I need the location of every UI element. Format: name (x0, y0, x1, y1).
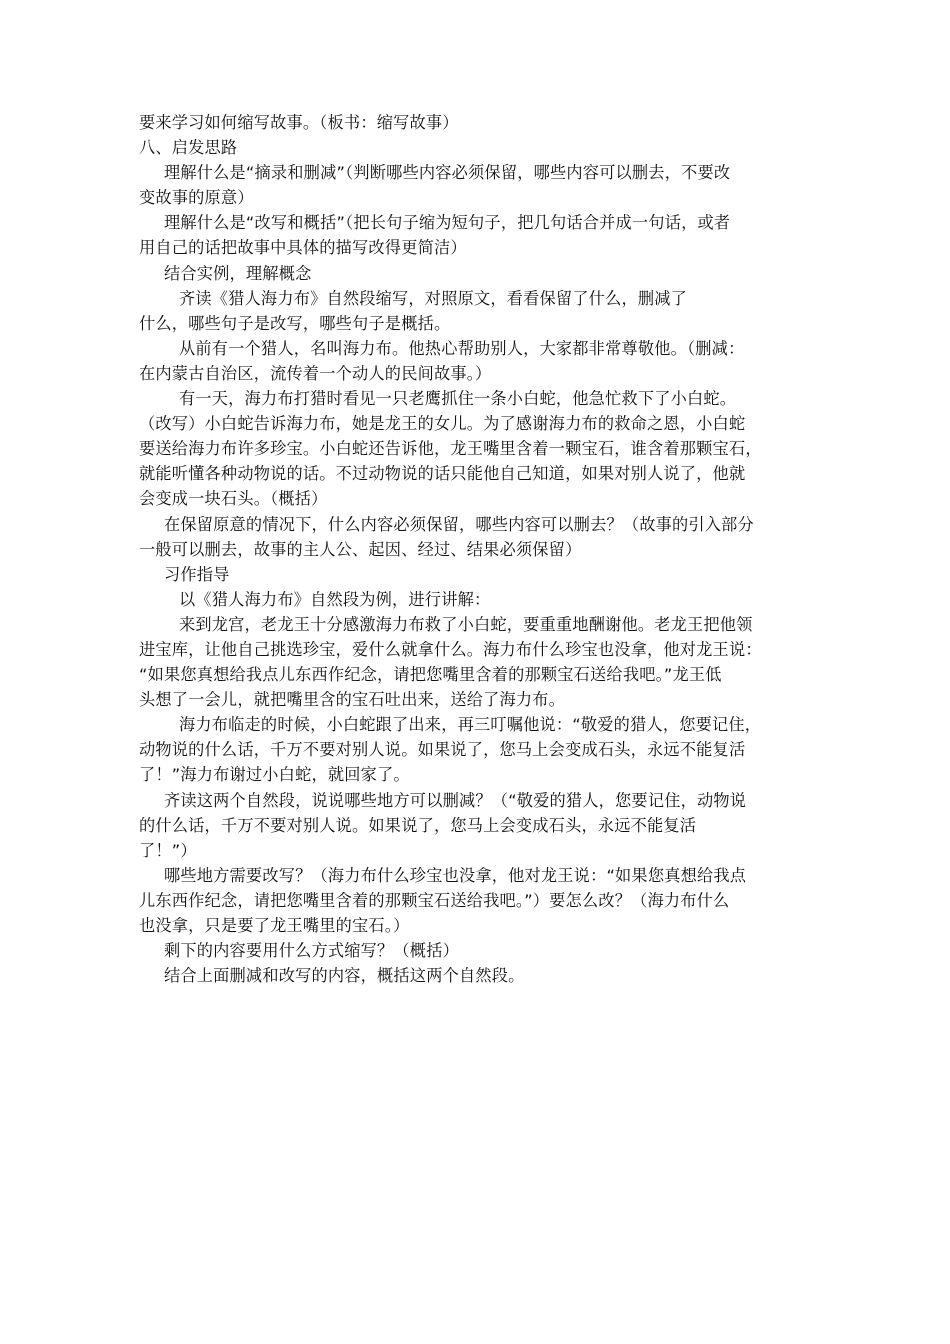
text-line: 来到龙宫，老龙王十分感激海力布救了小白蛇，要重重地酬谢他。老龙王把他领 (179, 614, 753, 634)
text-line: 理解什么是“改写和概括”（把长句子缩为短句子，把几句话合并成一句话，或者 (164, 213, 731, 233)
text-line: 在内蒙古自治区，流传着一个动人的民间故事。） (139, 363, 492, 383)
text-line: 什么，哪些句子是改写，哪些句子是概括。 (139, 313, 451, 333)
text-line: 有一天，海力布打猎时看见一只老鹰抓住一条小白蛇，他急忙救下了小白蛇。 (179, 389, 737, 409)
text-line: 就能听懂各种动物说的话。不过动物说的话只能他自己知道，如果对别人说了，他就 (139, 464, 746, 484)
text-line: 在保留原意的情况下，什么内容必须保留，哪些内容可以删去？（故事的引入部分 (164, 514, 754, 534)
text-line: 一般可以删去，故事的主人公、起因、经过、结果必须保留） (139, 539, 582, 559)
text-line: 儿东西作纪念，请把您嘴里含着的那颗宝石送给我吧。”）要怎么改？（海力布什么 (139, 890, 730, 910)
text-line: 要送给海力布许多珍宝。小白蛇还告诉他，龙王嘴里含着一颗宝石，谁含着那颗宝石， (139, 439, 762, 459)
text-line: 的什么话，千万不要对别人说。如果说了，您马上会变成石头，永远不能复活 (139, 815, 697, 835)
document-page (139, 110, 819, 988)
text-line: 从前有一个猎人，名叫海力布。他热心帮助别人，大家都非常尊敬他。（删减： (179, 338, 745, 358)
text-line: 了！”海力布谢过小白蛇，就回家了。 (139, 765, 410, 785)
text-line: 头想了一会儿，就把嘴里含的宝石吐出来，送给了海力布。 (139, 690, 566, 710)
text-line: 齐读《猎人海力布》自然段缩写，对照原文，看看保留了什么，删减了 (179, 288, 688, 308)
text-line: 进宝库，让他自己挑选珍宝，爱什么就拿什么。海力布什么珍宝也没拿，他对龙王说： (139, 639, 762, 659)
text-line: 哪些地方需要改写？（海力布什么珍宝也没拿，他对龙王说：“如果您真想给我点 (164, 865, 747, 885)
text-line: 会变成一块石头。（概括） (139, 489, 328, 509)
text-line: 海力布临走的时候，小白蛇跟了出来，再三叮嘱他说：“敬爱的猎人，您要记住， (179, 715, 762, 735)
text-line: 以《猎人海力布》自然段为例，进行讲解： (179, 589, 491, 609)
text-line: 理解什么是“摘录和删减”（判断哪些内容必须保留，哪些内容可以删去，不要改 (164, 163, 731, 183)
text-line: 变故事的原意） (139, 188, 254, 208)
text-line: 动物说的什么话，千万不要对别人说。如果说了，您马上会变成石头，永远不能复活 (139, 740, 746, 760)
text-line: 了！”） (139, 840, 197, 860)
text-line: 剩下的内容要用什么方式缩写？（概括） (164, 941, 459, 961)
text-line: （改写）小白蛇告诉海力布，她是龙王的女儿。为了感谢海力布的救命之恩，小白蛇 (139, 414, 746, 434)
text-line: 习作指导 (164, 564, 230, 584)
text-line: 也没拿，只是要了龙王嘴里的宝石。） (139, 916, 410, 935)
text-line: 用自己的话把故事中具体的描写改得更简洁） (139, 238, 467, 258)
text-line: “如果您真想给我点儿东西作纪念，请把您嘴里含着的那颗宝石送给我吧。”龙王低 (139, 665, 722, 685)
text-line: 齐读这两个自然段，说说哪些地方可以删减？（“敬爱的猎人，您要记住，动物说 (164, 790, 747, 810)
text-line: 结合上面删减和改写的内容，概括这两个自然段。 (164, 966, 525, 986)
text-line: 八、启发思路 (139, 138, 238, 158)
text-line: 要来学习如何缩写故事。（板书：缩写故事） (139, 113, 459, 132)
text-line: 结合实例，理解概念 (164, 263, 312, 283)
